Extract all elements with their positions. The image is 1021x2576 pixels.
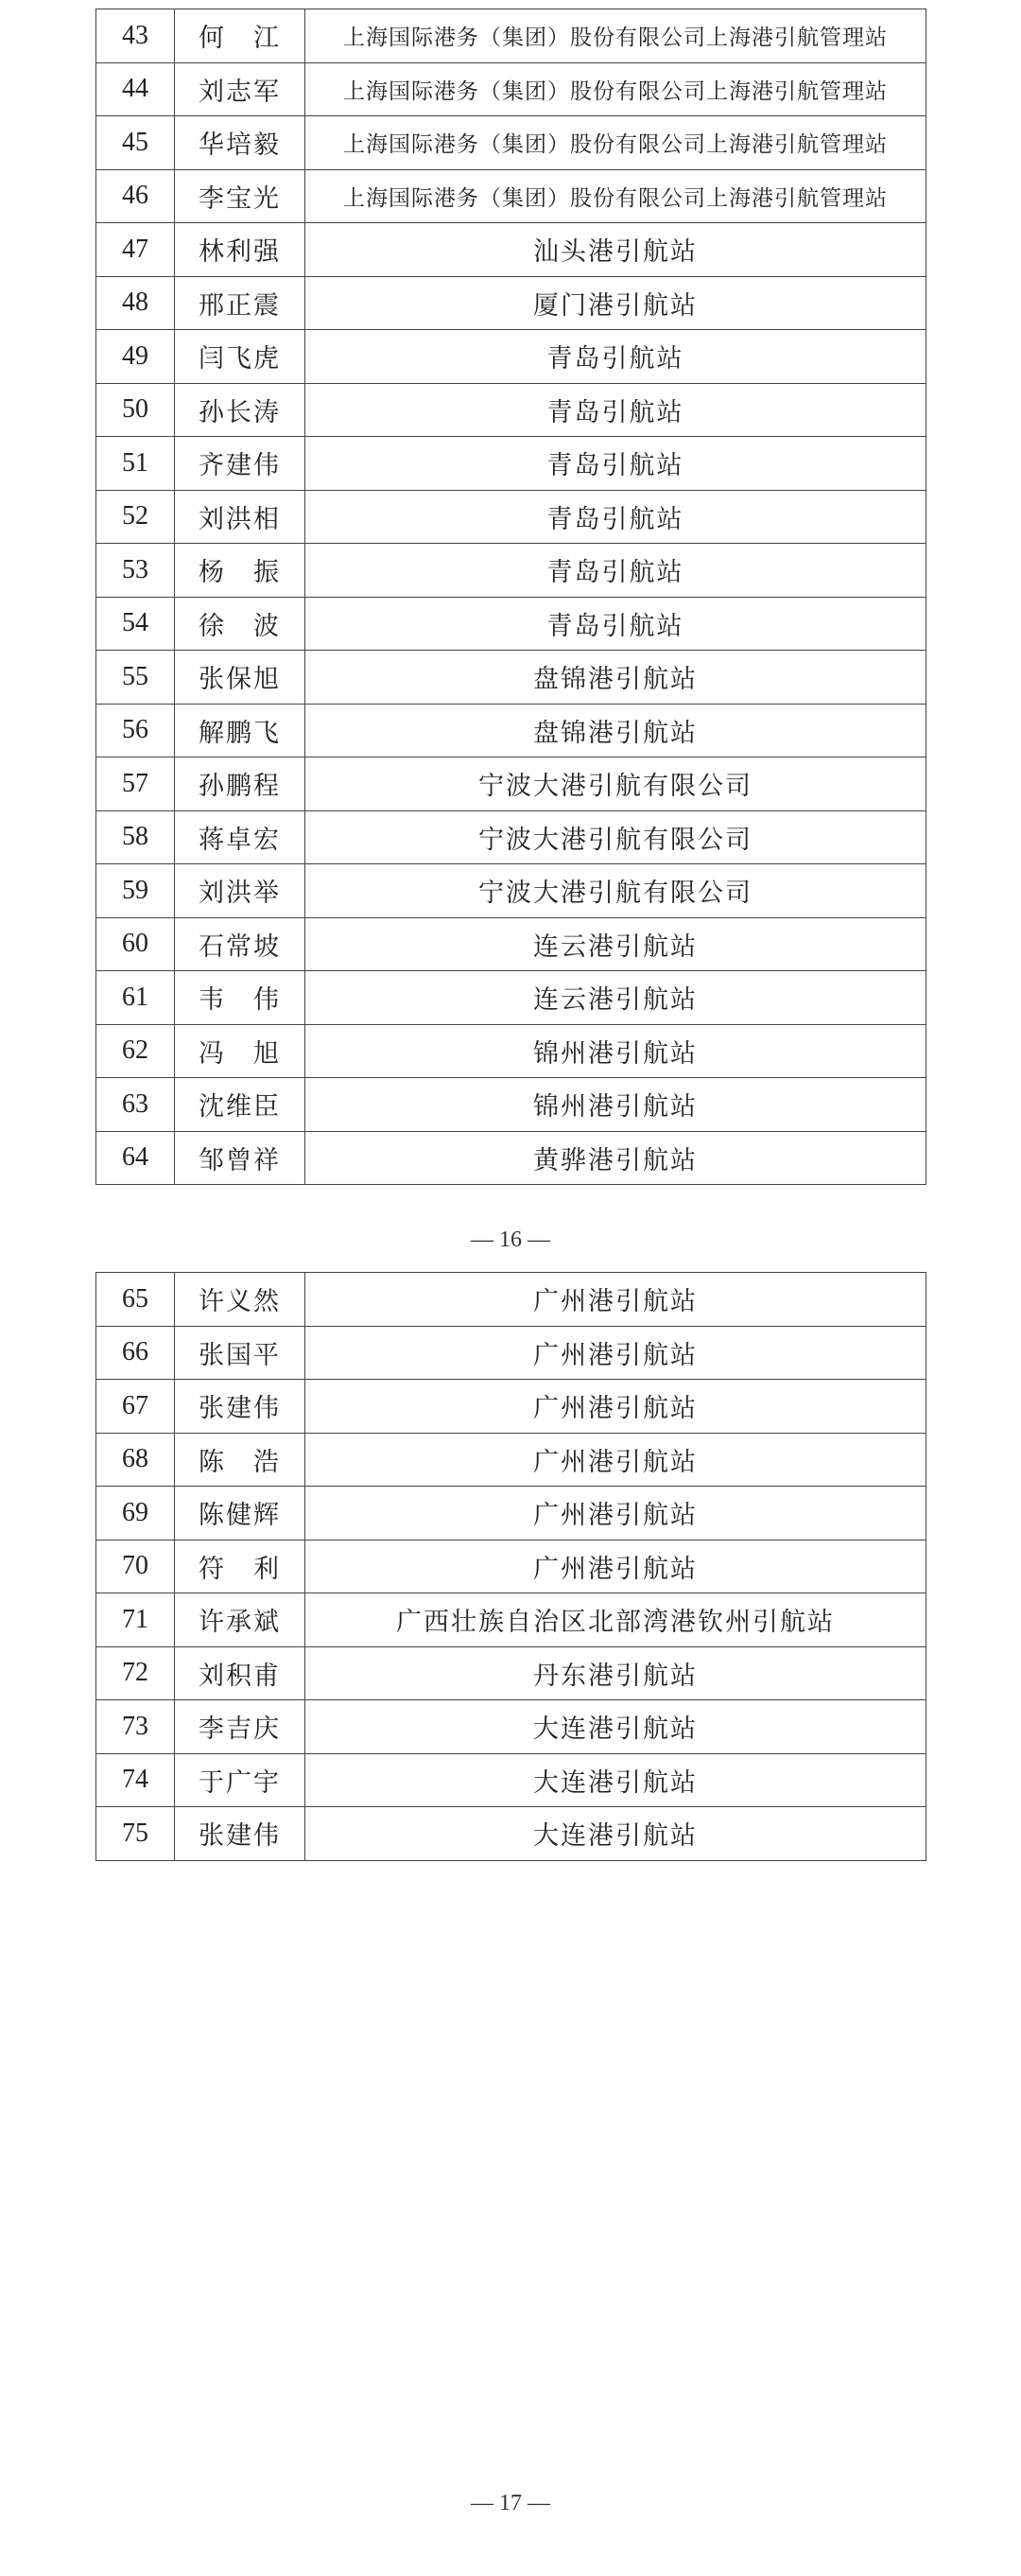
row-number: 74 [96,1753,175,1807]
pilot-unit: 广州港引航站 [305,1433,926,1487]
pilot-name: 陈健辉 [175,1487,305,1540]
pilot-unit: 大连港引航站 [305,1807,926,1861]
table-row [96,383,926,437]
row-number: 69 [96,1487,175,1540]
table-row [96,1753,926,1807]
pilot-unit: 汕头港引航站 [305,223,926,277]
pilot-unit: 广州港引航站 [305,1487,926,1540]
pilot-unit: 连云港引航站 [305,917,926,971]
table-row [96,1593,926,1647]
table-body [96,9,926,1185]
pilot-name: 陈 浩 [175,1433,305,1487]
pilot-unit: 盘锦港引航站 [305,651,926,705]
row-number: 50 [96,383,175,437]
row-number: 66 [96,1326,175,1380]
table-row [96,1131,926,1185]
pilot-name: 刘洪相 [175,490,305,544]
row-number: 58 [96,810,175,864]
pilot-name: 张建伟 [175,1807,305,1861]
pilot-unit: 丹东港引航站 [305,1646,926,1700]
row-number: 47 [96,223,175,277]
pilot-name: 解鹏飞 [175,704,305,757]
pilot-name: 许承斌 [175,1593,305,1647]
pilot-name: 许义然 [175,1273,305,1327]
pilot-unit: 大连港引航站 [305,1753,926,1807]
pilot-name: 李吉庆 [175,1700,305,1754]
pilot-unit: 厦门港引航站 [305,276,926,330]
row-number: 48 [96,276,175,330]
pilot-name: 徐 波 [175,597,305,651]
page-number: — 17 — [471,2491,550,2515]
row-number: 59 [96,864,175,918]
pilot-unit: 锦州港引航站 [305,1078,926,1132]
row-number: 62 [96,1024,175,1078]
pilot-unit: 连云港引航站 [305,971,926,1025]
table-row [96,917,926,971]
pilot-name: 张保旭 [175,651,305,705]
table-row [96,971,926,1025]
pilot-name: 蒋卓宏 [175,810,305,864]
pilot-name: 冯 旭 [175,1024,305,1078]
pilot-unit: 锦州港引航站 [305,1024,926,1078]
row-number: 52 [96,490,175,544]
row-number: 64 [96,1131,175,1185]
pilot-unit: 宁波大港引航有限公司 [305,864,926,918]
pilot-list-table-page-17 [95,1272,926,1861]
pilot-name: 于广宇 [175,1753,305,1807]
pilot-name: 刘洪举 [175,864,305,918]
pilot-unit: 宁波大港引航有限公司 [305,757,926,811]
row-number: 73 [96,1700,175,1754]
table-row [96,544,926,598]
row-number: 55 [96,651,175,705]
row-number: 56 [96,704,175,757]
pilot-name: 华培毅 [175,116,305,170]
row-number: 65 [96,1273,175,1327]
pilot-name: 张建伟 [175,1380,305,1434]
pilot-unit: 黄骅港引航站 [305,1131,926,1185]
row-number: 68 [96,1433,175,1487]
pilot-name: 张国平 [175,1326,305,1380]
pilot-unit: 宁波大港引航有限公司 [305,810,926,864]
pilot-name: 邹曾祥 [175,1131,305,1185]
pilot-name: 闫飞虎 [175,330,305,384]
row-number: 60 [96,917,175,971]
row-number: 61 [96,971,175,1025]
table-row [96,62,926,116]
row-number: 51 [96,437,175,491]
pilot-name: 韦 伟 [175,971,305,1025]
table-row [96,1646,926,1700]
pilot-unit: 广西壮族自治区北部湾港钦州引航站 [305,1593,926,1647]
table-row [96,1433,926,1487]
table-row [96,9,926,63]
row-number: 43 [96,9,175,63]
row-number: 49 [96,330,175,384]
row-number: 72 [96,1646,175,1700]
pilot-name: 沈维臣 [175,1078,305,1132]
row-number: 57 [96,757,175,811]
pilot-unit: 广州港引航站 [305,1326,926,1380]
table-row [96,1540,926,1593]
page-number: — 16 — [471,1227,550,1252]
table-row [96,1273,926,1327]
pilot-name: 符 利 [175,1540,305,1593]
table-body [96,1273,926,1861]
pilot-unit: 青岛引航站 [305,383,926,437]
row-number: 70 [96,1540,175,1593]
table-row [96,1024,926,1078]
table-row [96,1700,926,1754]
table-row [96,223,926,277]
row-number: 71 [96,1593,175,1647]
row-number: 53 [96,544,175,598]
pilot-unit: 青岛引航站 [305,490,926,544]
pilot-unit: 上海国际港务（集团）股份有限公司上海港引航管理站 [305,116,926,170]
pilot-unit: 上海国际港务（集团）股份有限公司上海港引航管理站 [305,169,926,223]
pilot-unit: 青岛引航站 [305,597,926,651]
pilot-unit: 上海国际港务（集团）股份有限公司上海港引航管理站 [305,9,926,63]
pilot-unit: 广州港引航站 [305,1380,926,1434]
pilot-unit: 广州港引航站 [305,1273,926,1327]
table-row [96,651,926,705]
table-row [96,810,926,864]
table-row [96,330,926,384]
table-row [96,116,926,170]
pilot-unit: 大连港引航站 [305,1700,926,1754]
row-number: 63 [96,1078,175,1132]
pilot-unit: 上海国际港务（集团）股份有限公司上海港引航管理站 [305,62,926,116]
table-row [96,1078,926,1132]
pilot-name: 刘志军 [175,62,305,116]
table-row [96,276,926,330]
row-number: 45 [96,116,175,170]
pilot-list-table-page-16 [95,9,926,1185]
row-number: 75 [96,1807,175,1861]
pilot-name: 何 江 [175,9,305,63]
pilot-unit: 盘锦港引航站 [305,704,926,757]
table-row [96,864,926,918]
pilot-name: 李宝光 [175,169,305,223]
pilot-name: 林利强 [175,223,305,277]
table-row [96,1326,926,1380]
row-number: 54 [96,597,175,651]
table-row [96,597,926,651]
pilot-name: 齐建伟 [175,437,305,491]
row-number: 46 [96,169,175,223]
pilot-name: 邢正震 [175,276,305,330]
pilot-name: 孙长涛 [175,383,305,437]
pilot-name: 孙鹏程 [175,757,305,811]
table-row [96,1487,926,1540]
row-number: 44 [96,62,175,116]
pilot-unit: 广州港引航站 [305,1540,926,1593]
table-row [96,704,926,757]
pilot-unit: 青岛引航站 [305,330,926,384]
table-row [96,1380,926,1434]
pilot-name: 石常坡 [175,917,305,971]
table-row [96,169,926,223]
pilot-name: 刘积甫 [175,1646,305,1700]
table-row [96,490,926,544]
pilot-unit: 青岛引航站 [305,437,926,491]
table-row [96,1807,926,1861]
pilot-name: 杨 振 [175,544,305,598]
row-number: 67 [96,1380,175,1434]
table-row [96,437,926,491]
pilot-unit: 青岛引航站 [305,544,926,598]
table-row [96,757,926,811]
